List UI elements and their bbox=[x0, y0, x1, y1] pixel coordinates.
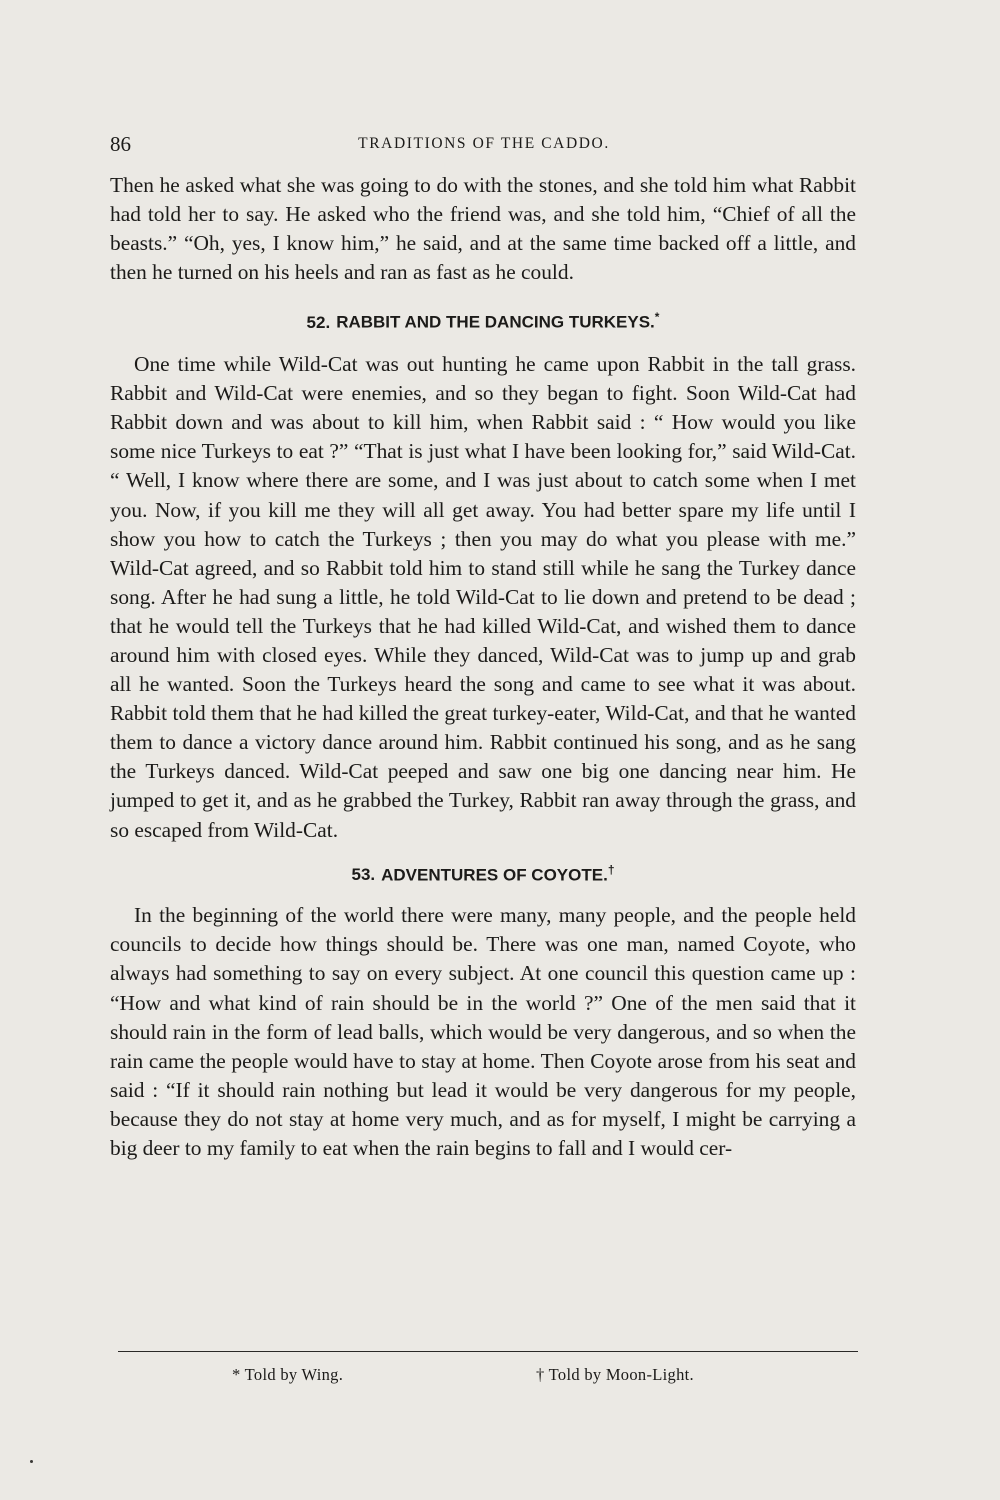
story-paragraph-52: One time while Wild-Cat was out hunting he came upon Rabbit in the tall grass. Rabbit and Wild-Cat were enemies, and so they began to fight. Soon Wild-Cat had Rabbit down and was about to kill him, when Rabbit said : “ How would you like some nice Turkeys to eat ?” “That is just what I have been looking for,” said Wild-Cat. “ Well, I know where there are some, and I was just about to catch some when I met you. Now, if you kill me they will all get away. You had better spare my life until I show you how to catch the Turkeys ; then you may do what you please with me.” Wild-Cat agreed, and so Rabbit told him to stand still while he sang the Turkey dance song. After he had sung a little, he told Wild-Cat to lie down and pretend to be dead ; that he would tell the Turkeys that he had killed Wild-Cat, and wished them to dance around him with closed eyes. While they danced, Wild-Cat was to jump up and grab all he wanted. Soon the Turkeys heard the song and came to see what it was about. Rabbit told them that he had killed the great turkey-eater, Wild-Cat, and that he wanted them to dance a victory dance around him. Rabbit continued his song, and as he sang the Turkeys danced. Wild-Cat peeped and saw one big one dancing near him. He jumped to get it, and as he grabbed the Turkey, Rabbit ran away through the grass, and so escaped from Wild-Cat. bbox=[110, 352, 856, 842]
running-head bbox=[110, 128, 858, 160]
footnote-moon-light: † Told by Moon-Light. bbox=[536, 1365, 694, 1384]
section-title: RABBIT AND THE DANCING TURKEYS. bbox=[336, 313, 655, 333]
footnote-wing: * Told by Wing. bbox=[232, 1365, 344, 1384]
section-heading-53 bbox=[110, 860, 856, 886]
section-number: 53. bbox=[351, 865, 376, 885]
footnotes bbox=[110, 1362, 858, 1388]
page-number: 86 bbox=[110, 132, 131, 156]
footnote-mark: * bbox=[654, 310, 660, 325]
section-title: ADVENTURES OF COYOTE. bbox=[381, 865, 608, 885]
footnote-rule bbox=[118, 1351, 858, 1352]
story-paragraph-53: In the beginning of the world there were many, many people, and the people held councils to decide how things should be. There was one man, named Coyote, who always had something to say on every subject. At one council this question came up : “How and what kind of rain should be in the world ?” One of the men said that it should rain in the form of lead balls, which would be very dangerous, and so when the rain came the people would have to stay at home. Then Coyote arose from his seat and said : “If it should rain nothing but lead it would be very dangerous for my people, because they do not stay at home very much, and as for myself, I might be carrying a big deer to my family to eat when the rain begins to fall and I would cer- bbox=[110, 903, 856, 1161]
ink-speck bbox=[30, 1460, 33, 1463]
text-block bbox=[110, 171, 856, 1163]
footnote-mark: † bbox=[607, 862, 615, 877]
running-title: TRADITIONS OF THE CADDO. bbox=[358, 135, 610, 152]
section-number: 52. bbox=[306, 313, 331, 333]
section-heading-52 bbox=[110, 307, 856, 333]
opening-paragraph: Then he asked what she was going to do with the stones, and she told him what Rabbit had told her to say. He asked who the friend was, and she told him, “Chief of all the beasts.” “Oh, yes, I know him,” he said, and at the same time backed off a little, and then he turned on his heels and ran as fast as he could. bbox=[110, 173, 856, 285]
